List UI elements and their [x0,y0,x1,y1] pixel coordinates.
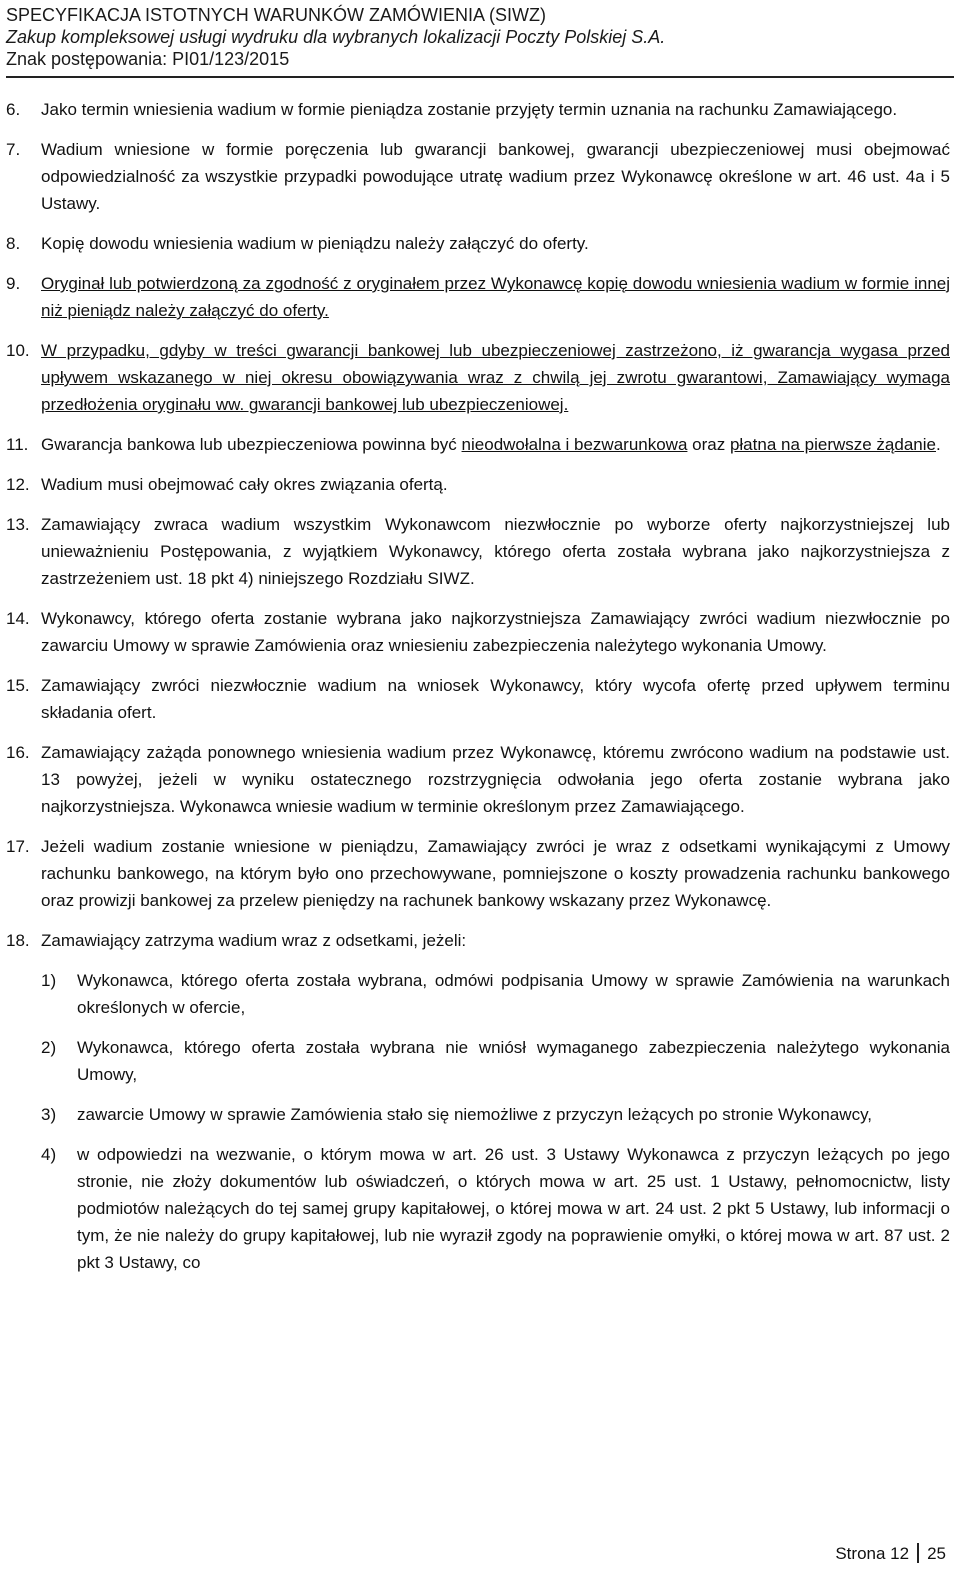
item-text: Oryginał lub potwierdzoną za zgodność z oryginałem przez Wykonawcę kopię dowodu wniesienia wadium w formie innej niż pieniądz należy załączyć do oferty. [41,274,950,320]
sub-item-text: zawarcie Umowy w sprawie Zamówienia stało się niemożliwe z przyczyn leżących po stronie Wykonawcy, [77,1105,873,1124]
total-pages: 25 [927,1544,946,1563]
item-number: 17. [6,837,30,856]
page-number-label: Strona 12 [835,1544,910,1563]
item-text [41,431,950,458]
sub-item-number: 3) [41,1105,57,1124]
sub-list-item [6,1034,950,1088]
sub-list-item [6,1141,950,1276]
sub-item-number: 1) [41,971,57,990]
page-footer [835,1543,946,1565]
sub-list-item [6,1101,950,1128]
document-subtitle: Zakup kompleksowej usługi wydruku dla wybranych lokalizacji Poczty Polskiej S.A. [6,27,666,47]
item-text: Zamawiający zwróci niezwłocznie wadium na wniosek Wykonawcy, który wycofa ofertę przed upływem terminu składania ofert. [41,676,950,722]
list-item [6,511,950,592]
item-number: 8. [6,234,21,253]
list-item [6,833,950,914]
item-number: 15. [6,676,30,695]
item-number: 18. [6,931,30,950]
page-header [6,4,954,78]
item-text: Kopię dowodu wniesienia wadium w pieniądzu należy załączyć do oferty. [41,234,589,253]
list-item [6,605,950,659]
item-number: 6. [6,100,21,119]
item-text-part: . [935,435,941,454]
item-text: Jako termin wniesienia wadium w formie pieniądza zostanie przyjęty termin uznania na rachunku Zamawiającego. [41,100,898,119]
list-item [6,672,950,726]
header-divider [6,76,954,78]
item-number: 9. [6,274,21,293]
list-item [6,927,950,954]
sub-item-number: 2) [41,1038,57,1057]
document-title: SPECYFIKACJA ISTOTNYCH WARUNKÓW ZAMÓWIENIA (SIWZ) [6,5,547,25]
underlined-phrase: płatna na pierwsze żądanie [729,435,936,454]
item-text-part: Gwarancja bankowa lub ubezpieczeniowa powinna być [41,435,462,454]
item-text: Wadium wniesione w formie poręczenia lub gwarancji bankowej, gwarancji ubezpieczeniowej musi obejmować odpowiedzialność za wszystkie przypadki powodujące utratę wadium przez Wykonawcę określone w art. 46 ust. 4a i 5 Ustawy. [41,140,950,213]
item-number: 16. [6,743,30,762]
sub-item-text: Wykonawca, którego oferta została wybrana nie wniósł wymaganego zabezpieczenia należytego wykonania Umowy, [77,1038,950,1084]
sub-list-item [6,967,950,1021]
sub-item-text: w odpowiedzi na wezwanie, o którym mowa w art. 26 ust. 3 Ustawy Wykonawca z przyczyn leżących po jego stronie, nie złoży dokumentów lub oświadczeń, o których mowa w art. 25 ust. 1 Ustawy, pełnomocnictw, listy podmiotów należących do tej samej grupy kapitałowej, o której mowa w art. 24 ust. 2 pkt 5 Ustawy, lub informacji o tym, że nie należy do grupy kapitałowej, lub nie wyraził zgody na poprawienie omyłki, o której mowa w art. 87 ust. 2 pkt 3 Ustawy, co [77,1145,950,1272]
underlined-phrase: nieodwołalna i bezwarunkowa [461,435,688,454]
item-text: Wykonawcy, którego oferta zostanie wybrana jako najkorzystniejsza Zamawiający zwróci wadium niezwłocznie po zawarciu Umowy w sprawie Zamówienia oraz wniesieniu zabezpieczenia należytego wykonania Umowy. [41,609,950,655]
list-item [6,270,950,324]
item-text: Zamawiający zatrzyma wadium wraz z odsetkami, jeżeli: [41,931,467,950]
item-number: 7. [6,140,21,159]
list-item [6,337,950,418]
footer-separator [917,1543,919,1563]
reference-number: Znak postępowania: PI01/123/2015 [6,49,290,69]
document-body [6,96,950,1289]
item-text: W przypadku, gdyby w treści gwarancji bankowej lub ubezpieczeniowej zastrzeżono, iż gwarancja wygasa przed upływem wskazanego w niej okresu obowiązywania wraz z chwilą jej zwrotu gwarantowi, Zamawiający wymaga przedłożenia oryginału ww. gwarancji bankowej lub ubezpieczeniowej. [41,341,950,414]
list-item [6,230,950,257]
item-number: 11. [6,435,29,454]
item-text: Jeżeli wadium zostanie wniesione w pieniądzu, Zamawiający zwróci je wraz z odsetkami wynikającymi z Umowy rachunku bankowego, na którym było ono przechowywane, pomniejszone o koszty prowadzenia rachunku bankowego oraz prowizji bankowej za przelew pieniędzy na rachunek bankowy wskazany przez Wykonawcę. [41,837,950,910]
list-item [6,739,950,820]
item-text: Zamawiający zażąda ponownego wniesienia wadium przez Wykonawcę, któremu zwrócono wadium na podstawie ust. 13 powyżej, jeżeli w wyniku ostatecznego rozstrzygnięcia odwołania jego oferta zostanie wybrana jako najkorzystniejsza. Wykonawca wniesie wadium w terminie określonym przez Zamawiającego. [41,743,950,816]
item-text: Zamawiający zwraca wadium wszystkim Wykonawcom niezwłocznie po wyborze oferty najkorzystniejszej lub unieważnieniu Postępowania, z wyjątkiem Wykonawcy, którego oferta została wybrana jako najkorzystniejsza z zastrzeżeniem ust. 18 pkt 4) niniejszego Rozdziału SIWZ. [41,515,950,588]
item-number: 14. [6,609,30,628]
list-item [6,136,950,217]
sub-item-number: 4) [41,1145,57,1164]
item-number: 10. [6,341,30,360]
item-number: 12. [6,475,30,494]
list-item [6,431,950,458]
list-item [6,471,950,498]
sub-item-text: Wykonawca, którego oferta została wybrana, odmówi podpisania Umowy w sprawie Zamówienia na warunkach określonych w ofercie, [77,971,950,1017]
item-number: 13. [6,515,30,534]
list-item [6,96,950,123]
item-text-part: oraz [687,435,730,454]
item-text: Wadium musi obejmować cały okres związania ofertą. [41,475,448,494]
